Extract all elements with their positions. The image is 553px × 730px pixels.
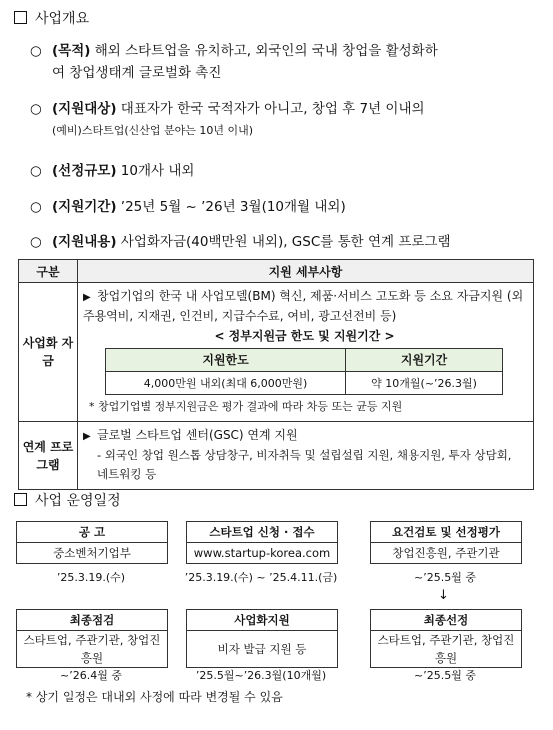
inner-value-period: 약 10개월(~’26.3월) — [346, 372, 503, 395]
bullet-target: ○ (지원대상) 대표자가 한국 국적자가 아니고, 창업 후 7년 이내의 (예비)스타트업(신산업 분야는 10년 이내) — [30, 98, 535, 142]
funding-note: * 창업기업별 정부지원금은 평가 결과에 따라 차등 또는 균등 지원 — [89, 400, 403, 413]
schedule-step-announcement: 공 고 중소벤처기업부 — [16, 521, 168, 564]
bullet-purpose: ○ (목적) 해외 스타트업을 유치하고, 외국인의 국내 창업을 활성화하 여 창업생태계 글로벌화 촉진 — [30, 40, 535, 84]
schedule-step-review: 요건검토 및 선정평가 창업진흥원, 주관기관 — [370, 521, 522, 564]
schedule-date-application: ’25.3.19.(수) ~ ’25.4.11.(금) — [184, 571, 338, 584]
row-program-content — [78, 422, 534, 490]
schedule-step-final-selection: 최종선정 스타트업, 주관기관, 창업진흥원 — [370, 609, 522, 668]
triangle-bullet-icon: ▶ — [83, 292, 91, 303]
down-arrow-icon: ↓ — [438, 588, 449, 603]
row-label-funding: 사업화 자금 — [19, 283, 78, 422]
schedule-step-final-check: 최종점검 스타트업, 주관기관, 창업진흥원 — [16, 609, 168, 668]
circle-bullet-icon: ○ — [30, 163, 42, 179]
support-details-table — [18, 259, 534, 490]
schedule-step-application: 스타트업 신청 · 접수 www.startup-korea.com — [186, 521, 338, 564]
circle-bullet-icon: ○ — [30, 199, 42, 215]
inner-header-limit: 지원한도 — [106, 349, 346, 372]
table-header-category: 구분 — [19, 260, 78, 283]
circle-bullet-icon: ○ — [30, 234, 42, 250]
inner-header-period: 지원기간 — [346, 349, 503, 372]
bullet-scale: ○ (선정규모) 10개사 내외 — [30, 160, 535, 182]
funding-limit-subtitle: < 정부지원금 한도 및 지원기간 > — [214, 329, 395, 343]
section-schedule-title: 사업 운영일정 — [14, 490, 121, 510]
schedule-date-final-check: ~’26.4월 중 — [60, 669, 122, 682]
funding-limit-table — [105, 348, 503, 395]
circle-bullet-icon: ○ — [30, 101, 42, 117]
row-label-program: 연계 프로그램 — [19, 422, 78, 490]
circle-bullet-icon: ○ — [30, 43, 42, 59]
bullet-content: ○ (지원내용) 사업화자금(40백만원 내외), GSC를 통한 연계 프로그램 — [30, 231, 535, 253]
checkbox-square-icon — [14, 11, 27, 24]
schedule-step-commercialization: 사업화지원 비자 발급 지원 등 — [186, 609, 338, 668]
schedule-date-commercialization: ’25.5월~’26.3월(10개월) — [195, 669, 327, 682]
bullet-period: ○ (지원기간) ’25년 5월 ~ ’26년 3월(10개월 내외) — [30, 196, 535, 218]
section-overview-title: 사업개요 — [14, 8, 89, 28]
schedule-date-review: ~’25.5월 중 — [414, 571, 476, 584]
program-title: ▶ 글로벌 스타트업 센터(GSC) 연계 지원 — [83, 426, 526, 446]
schedule-footnote: * 상기 일정은 대내외 사정에 따라 변경될 수 있음 — [26, 690, 283, 704]
program-description: - 외국인 창업 원스톱 상담창구, 비자취득 및 설립설립 지원, 채용지원, 투자 상담회, 네트워킹 등 — [97, 448, 512, 481]
table-header-details: 지원 세부사항 — [78, 260, 534, 283]
inner-value-limit: 4,000만원 내외(최대 6,000만원) — [106, 372, 346, 395]
checkbox-square-icon — [14, 493, 27, 506]
schedule-date-final-selection: ~’25.5월 중 — [414, 669, 476, 682]
funding-description: ▶ 창업기업의 한국 내 사업모델(BM) 혁신, 제품·서비스 고도화 등 소요 자금지원 (외주용역비, 지재권, 인건비, 지급수수료, 여비, 광고선전비 등) — [83, 289, 524, 323]
schedule-date-announcement: ’25.3.19.(수) — [56, 571, 126, 584]
triangle-bullet-icon: ▶ — [83, 431, 91, 442]
row-funding-content — [78, 283, 534, 422]
